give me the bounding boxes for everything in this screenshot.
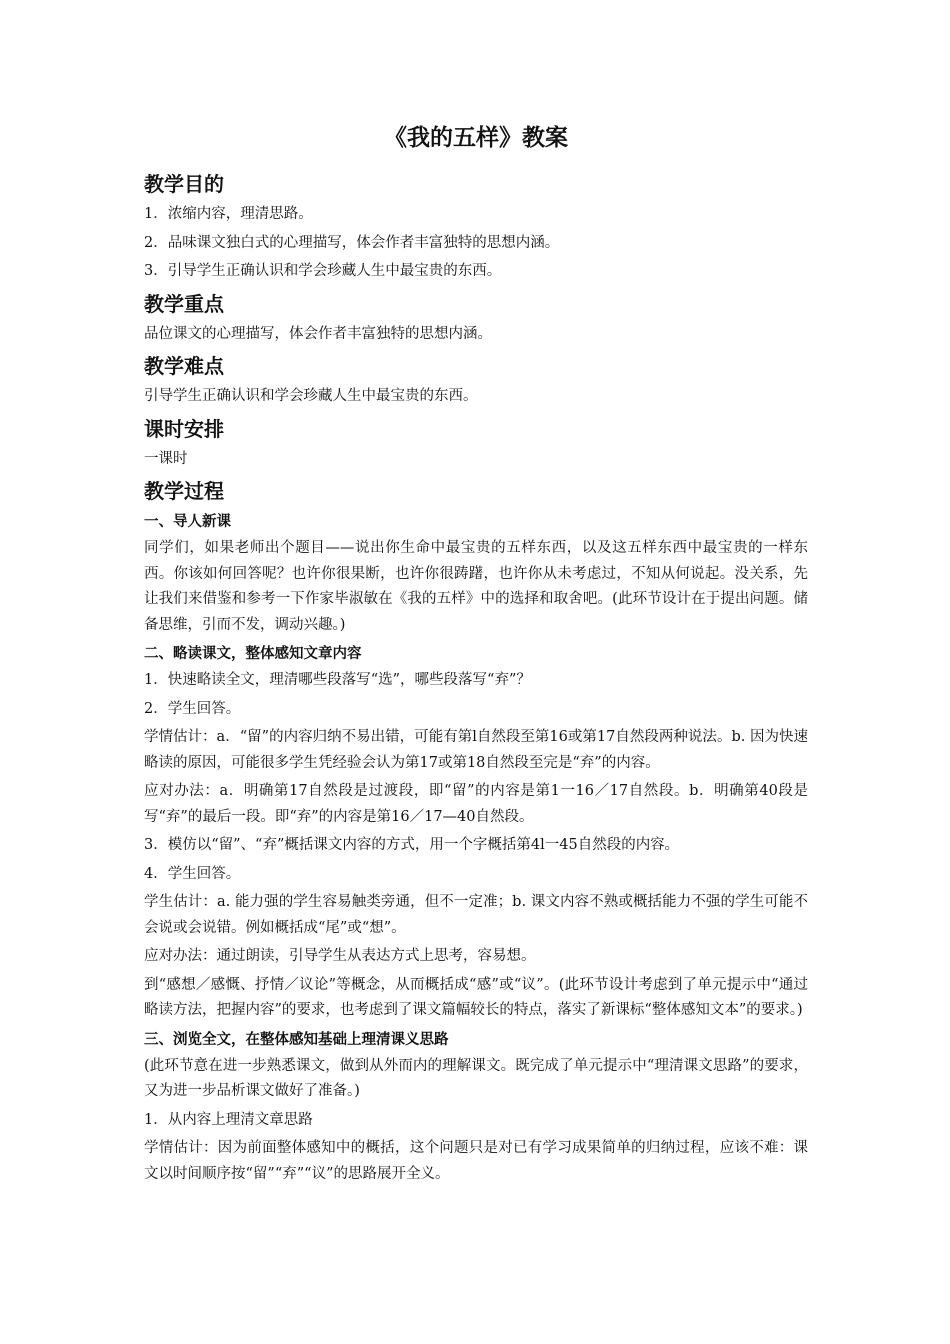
section-heading-difficulties: 教学难点 [144,354,224,378]
objective-item: 1．浓缩内容，理清思路。 [144,206,313,222]
step-heading: 三、浏览全文，在整体感知基础上理清课义思路 [144,1030,449,1048]
step-heading: 二、略读课文，整体感知文章内容 [144,645,362,662]
schedule-text: 一课时 [144,450,188,467]
section-heading-key-points: 教学重点 [144,291,224,316]
paragraph: 学情估计：因为前面整体感知中的概括，这个问题只是对已有学习成果简单的归纳过程，应该不难：课文以时间顺序按“留”“弃”“议”的思路展开全义。 [144,1140,808,1182]
section-heading-schedule: 课时安排 [144,416,224,441]
step-heading: 一、导人新课 [144,513,231,530]
objective-item: 3．引导学生正确认识和学会珍藏人生中最宝贵的东西。 [144,263,502,279]
paragraph: 2．学生回答。 [144,700,241,717]
objective-item: 2．品味课文独白式的心理描写，体会作者丰富独特的思想内涵。 [144,234,560,251]
document-page [144,118,808,1190]
paragraph: 同学们，如果老师出个题目——说出你生命中最宝贵的五样东西，以及这五样东西中最宝贵的一样东西。你该如何回答呢？也许你很果断，也许你很踌躇，也许你从未考虑过，不知从何说起。没关系，先让我们来借鉴和参考一下作家毕淑敏在《我的五样》中的选择和取舍吧。(此环节设计在于提出问题。储备思维，引而不发，调动兴趣。) [144,540,808,633]
paragraph: 1．从内容上理清文章思路 [144,1111,313,1128]
paragraph: 应对办法：a．明确第17自然段是过渡段，即“留”的内容是第1一16／17自然段。b．明确第40段是写“弃”的最后一段。即“弃”的内容是第16／17—40自然段。 [144,783,808,825]
paragraph: 学情估计：a．“留”的内容归纳不易出错，可能有第l自然段至第16或第17自然段两种说法。b. 因为快速略读的原因，可能很多学生凭经验会认为第17或第18自然段至完是“弃”的内容。 [144,729,808,771]
paragraph: 应对办法：通过朗读，引导学生从表达方式上思考，容易想。 [144,948,536,964]
section-heading-objectives: 教学目的 [144,172,224,196]
section-heading-process: 教学过程 [144,479,224,503]
page-title: 《我的五样》教案 [384,124,568,151]
paragraph: 4．学生回答。 [144,865,241,882]
paragraph: 学生估计：a. 能力强的学生容易触类旁通，但不一定准；b. 课文内容不熟或概括能力不强的学生可能不会说或会说错。例如概括成“尾”或“想”。 [144,894,808,936]
paragraph: 1．快速略读全文，理清哪些段落写“选”，哪些段落写“弃”？ [144,672,531,688]
difficulties-text: 引导学生正确认识和学会珍藏人生中最宝贵的东西。 [144,388,478,404]
paragraph: 到“感想／感慨、抒情／议论”等概念，从而概括成“感”或“议”。(此环节设计考虑到了单元提示中“通过略读方法，把握内容”的要求，也考虑到了课文篇幅较长的特点，落实了新课标“整体感知文本”的要求。) [144,976,808,1018]
paragraph: 3．模仿以“留”、“弃”概括课文内容的方式，用一个字概括第4l一45自然段的内容。 [144,837,680,853]
key-points-text: 品位课文的心理描写，体会作者丰富独特的思想内涵。 [144,325,492,342]
paragraph: (此环节意在进一步熟悉课文，做到从外而内的理解课文。既完成了单元提示中“理清课文思路”的要求，又为进一步品析课文做好了准备。) [144,1057,808,1099]
